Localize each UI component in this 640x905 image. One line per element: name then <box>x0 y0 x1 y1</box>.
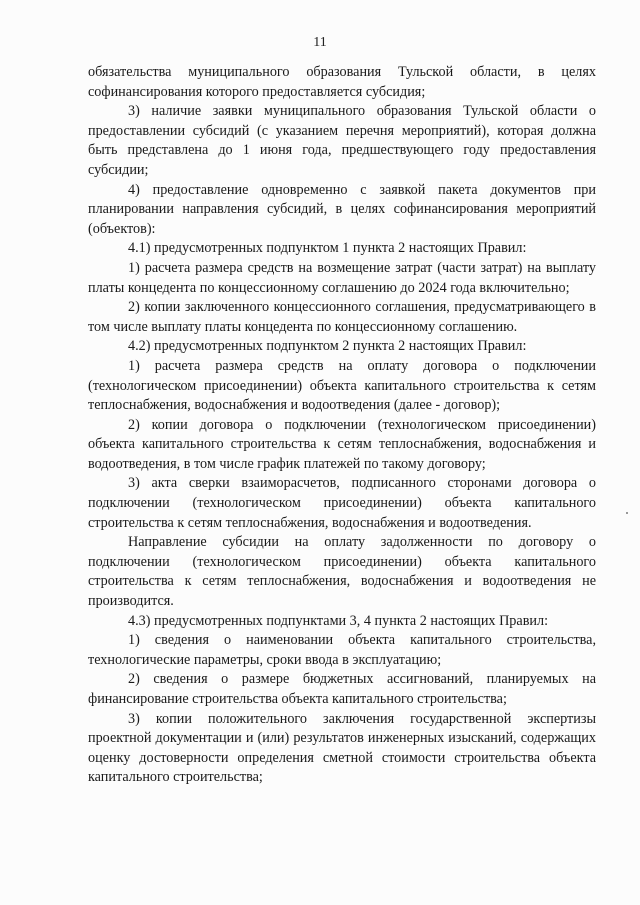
paragraph-debt-note: Направление субсидии на оплату задолженности по договору о подключении (технологическом присоединении) объекта капитального строительства к сетям теплоснабжения, водоснабжения и водоотведения не производится. <box>88 534 596 610</box>
paragraph-4-1-item-1: 1) расчета размера средств на возмещение затрат (части затрат) на выплату платы концедента по концессионному соглашению до 2024 года включительно; <box>88 259 596 296</box>
paragraph-4-2-item-3: 3) акта сверки взаиморасчетов, подписанного сторонами договора о подключении (технологическом присоединении) объекта капитального строительства к сетям теплоснабжения, водоснабжения и водоотведения. <box>88 475 596 531</box>
paragraph-item-3-application: 3) наличие заявки муниципального образования Тульской области о предоставлении субсидий (с указанием перечня мероприятий), которая должна быть представлена до 1 июня года, предшествующего году предоставления субсидии; <box>88 103 596 178</box>
paragraph-4-1-item-2: 2) копии заключенного концессионного соглашения, предусматривающего в том числе выплату платы концедента по концессионному соглашению. <box>88 299 596 335</box>
paragraph-continuation: обязательства муниципального образования Тульской области, в целях софинансирования которого предоставляется субсидия; <box>88 64 596 100</box>
scan-speck <box>626 512 628 514</box>
paragraph-subitem-4-1: 4.1) предусмотренных подпунктом 1 пункта 2 настоящих Правил: <box>128 240 527 257</box>
paragraph-4-3-item-1: 1) сведения о наименовании объекта капитального строительства, технологические параметры, сроки ввода в эксплуатацию; <box>88 632 596 668</box>
paragraph-4-3-item-3: 3) копии положительного заключения государственной экспертизы проектной документации и (или) результатов инженерных изысканий, содержащих оценку достоверности определения сметной стоимости строительства объекта капитального строительства; <box>88 710 596 786</box>
paragraph-4-3-item-2: 2) сведения о размере бюджетных ассигнований, планируемых на финансирование строительства объекта капитального строительства; <box>88 671 596 707</box>
paragraph-subitem-4-2: 4.2) предусмотренных подпунктом 2 пункта 2 настоящих Правил: <box>128 338 527 355</box>
page-number: 11 <box>313 35 327 50</box>
paragraph-4-2-item-2: 2) копии договора о подключении (технологическом присоединении) объекта капитального строительства к сетям теплоснабжения, водоснабжения и водоотведения, в том числе график платежей по такому договору; <box>88 416 596 472</box>
paragraph-subitem-4-3: 4.3) предусмотренных подпунктами 3, 4 пункта 2 настоящих Правил: <box>128 612 549 629</box>
document-body <box>88 63 596 788</box>
paragraph-4-2-item-1: 1) расчета размера средств на оплату договора о подключении (технологическом присоединении) объекта капитального строительства к сетям теплоснабжения, водоснабжения и водоотведения (далее - договор); <box>88 357 596 414</box>
paragraph-item-4-documents: 4) предоставление одновременно с заявкой пакета документов при планировании направления субсидий, в целях софинансирования мероприятий (объектов): <box>88 181 596 237</box>
